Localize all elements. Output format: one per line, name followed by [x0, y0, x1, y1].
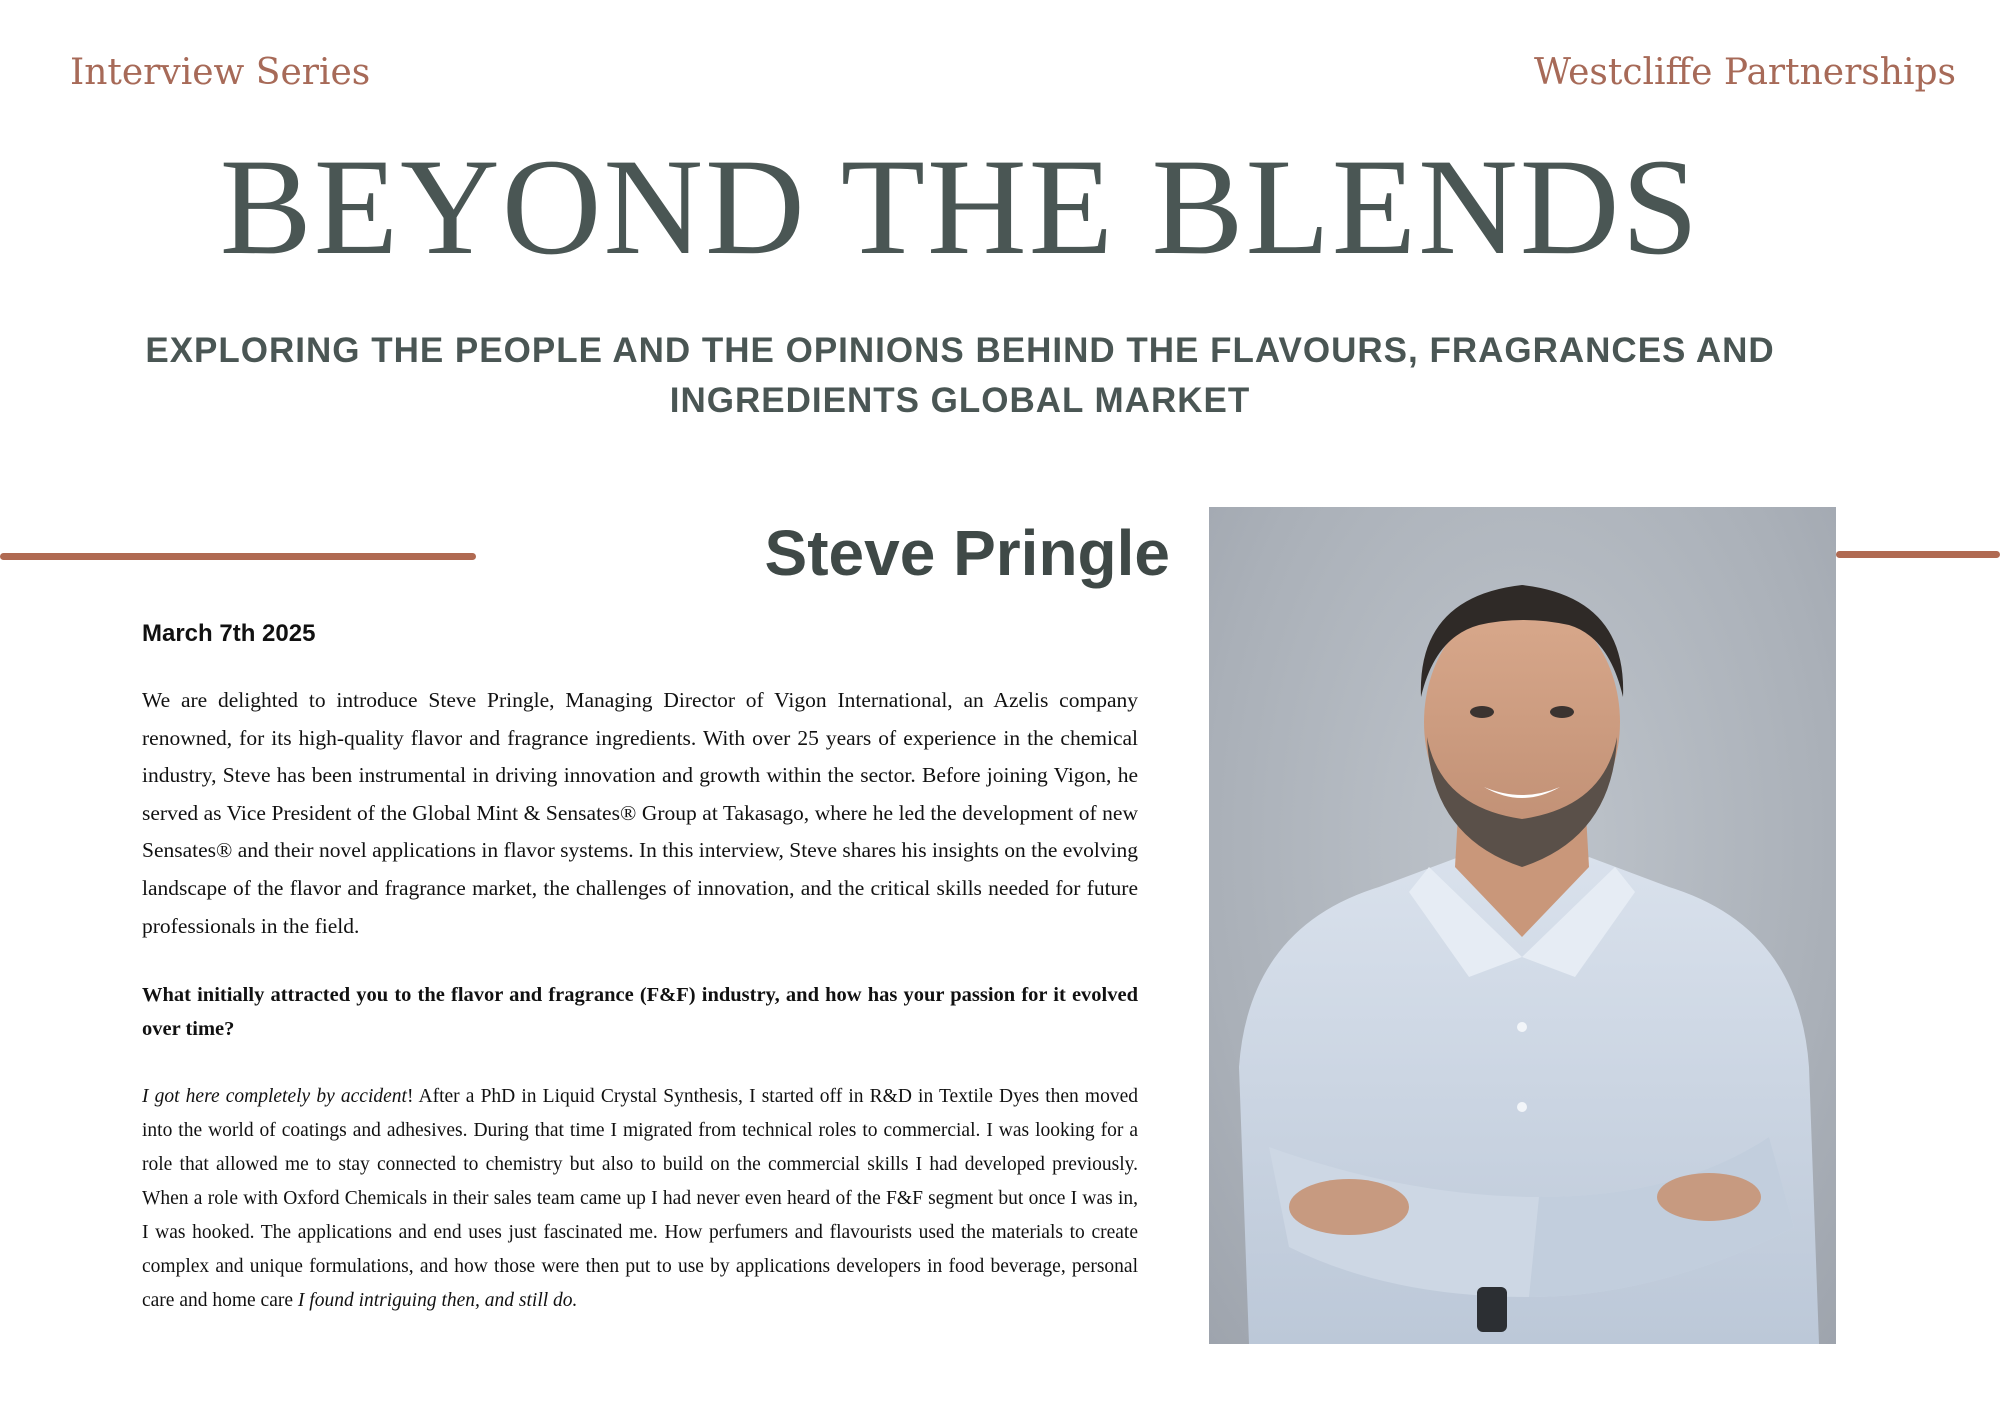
portrait-photo [1209, 507, 1836, 1344]
portrait-illustration [1209, 507, 1836, 1344]
right-accent-rule [1836, 551, 2000, 558]
series-label: Interview Series [70, 52, 371, 93]
brand-name: Westcliffe Partnerships [1534, 52, 1956, 93]
answer-body: ! After a PhD in Liquid Crystal Synthesis, I started off in R&D in Textile Dyes then moved into the world of coatings and adhesives. During that time I migrated from technical roles to commercial. I was looking for a role that allowed me to stay connected to chemistry but also to build on the commercial skills I had developed previously. When a role with Oxford Chemicals in their sales team came up I had never even heard of the F&F segment but once I was in, I was hooked. The applications and end uses just fascinated me. How perfumers and flavourists used the materials to create complex and unique formulations, and how those were then put to use by applications developers in food beverage, personal care and home care [142, 1086, 1138, 1311]
page-title: BEYOND THE BLENDS [219, 130, 1701, 283]
interview-answer [142, 1080, 1138, 1318]
answer-lead-italic: I got here completely by accident [142, 1086, 407, 1107]
intro-paragraph: We are delighted to introduce Steve Pringle, Managing Director of Vigon International, an Azelis company renowned, for its high-quality flavor and fragrance ingredients. With over 25 years of experience in the chemical industry, Steve has been instrumental in driving innovation and growth within the sector. Before joining Vigon, he served as Vice President of the Global Mint & Sensates® Group at Takasago, where he led the development of new Sensates® and their novel applications in flavor systems. In this interview, Steve shares his insights on the evolving landscape of the flavor and fragrance market, the challenges of innovation, and the critical skills needed for future professionals in the field. [142, 688, 1139, 938]
page-subtitle: EXPLORING THE PEOPLE AND THE OPINIONS BEHIND THE FLAVOURS, FRAGRANCES AND INGREDIENTS GLOBAL MARKET [145, 331, 1775, 420]
left-accent-rule [0, 553, 476, 560]
interviewee-name: Steve Pringle [764, 517, 1170, 589]
interview-question: What initially attracted you to the flavor and fragrance (F&F) industry, and how has your passion for it evolved over time? [142, 984, 1138, 1040]
answer-tail-italic: I found intriguing then, and still do. [297, 1290, 578, 1311]
interview-date: March 7th 2025 [142, 620, 316, 647]
